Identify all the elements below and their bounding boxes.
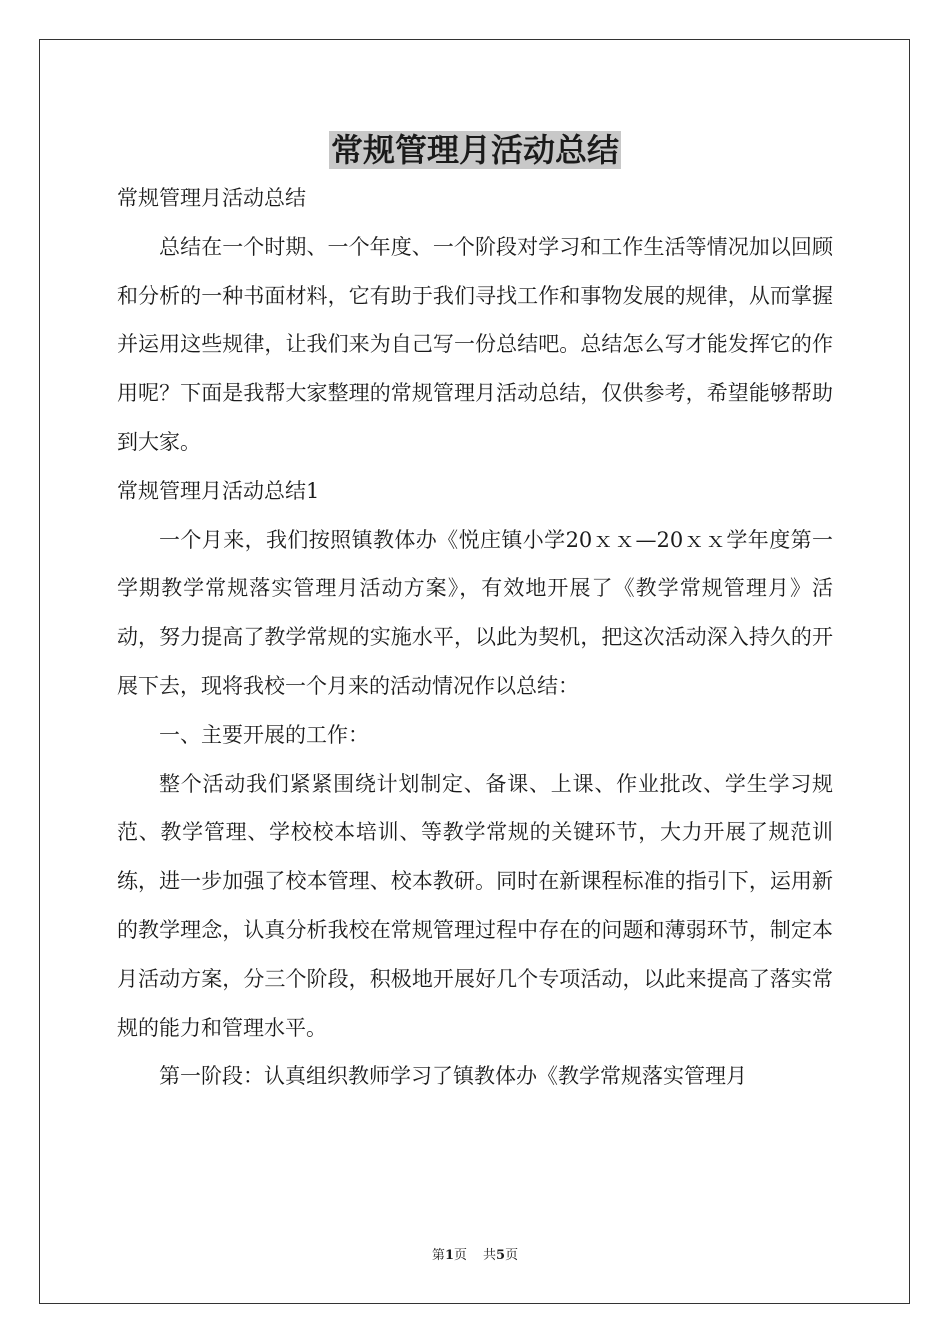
footer-page-total: 5 [496, 1248, 506, 1263]
document-title-text: 常规管理月活动总结 [330, 131, 619, 169]
paragraph-intro: 总结在一个时期、一个年度、一个阶段对学习和工作生活等情况加以回顾和分析的一种书面材料，它有助于我们寻找工作和事物发展的规律，从而掌握并运用这些规律，让我们来为自己写一份总结吧。总结怎么写才能发挥它的作用呢？下面是我帮大家整理的常规管理月活动总结，仅供参考，希望能够帮助到大家。 [117, 234, 833, 454]
footer-page-prefix: 第 [431, 1248, 445, 1263]
footer-total-suffix: 页 [505, 1248, 519, 1263]
paragraph-subtitle: 常规管理月活动总结 [117, 186, 306, 210]
footer-page-mid: 页 [453, 1248, 467, 1263]
footer-total-prefix: 共 [483, 1248, 497, 1263]
document-body [117, 174, 833, 1101]
paragraph-section-heading: 常规管理月活动总结1 [117, 478, 320, 503]
paragraph-phase-one: 第一阶段：认真组织教师学习了镇教体办《教学常规落实管理月 [159, 1064, 747, 1089]
paragraph-main-work: 整个活动我们紧紧围绕计划制定、备课、上课、作业批改、学生学习规范、教学管理、学校校本培训、等教学常规的关键环节，大力开展了规范训练，进一步加强了校本管理、校本教研。同时在新课程标准的指引下，运用新的教学理念，认真分析我校在常规管理过程中存在的问题和薄弱环节，制定本月活动方案，分三个阶段，积极地开展好几个专项活动，以此来提高了落实常规的能力和管理水平。 [117, 771, 833, 1040]
document-title [0, 128, 950, 172]
footer-page-current: 1 [444, 1248, 454, 1263]
paragraph-overview: 一个月来，我们按照镇教体办《悦庄镇小学20ｘｘ—20ｘｘ学年度第一学期教学常规落实管理月活动方案》，有效地开展了《教学常规管理月》活动，努力提高了教学常规的实施水平，以此为契机，把这次活动深入持久的开展下去，现将我校一个月来的活动情况作以总结： [117, 527, 833, 698]
page-footer [0, 1247, 950, 1265]
paragraph-main-work-heading: 一、主要开展的工作： [159, 722, 369, 747]
